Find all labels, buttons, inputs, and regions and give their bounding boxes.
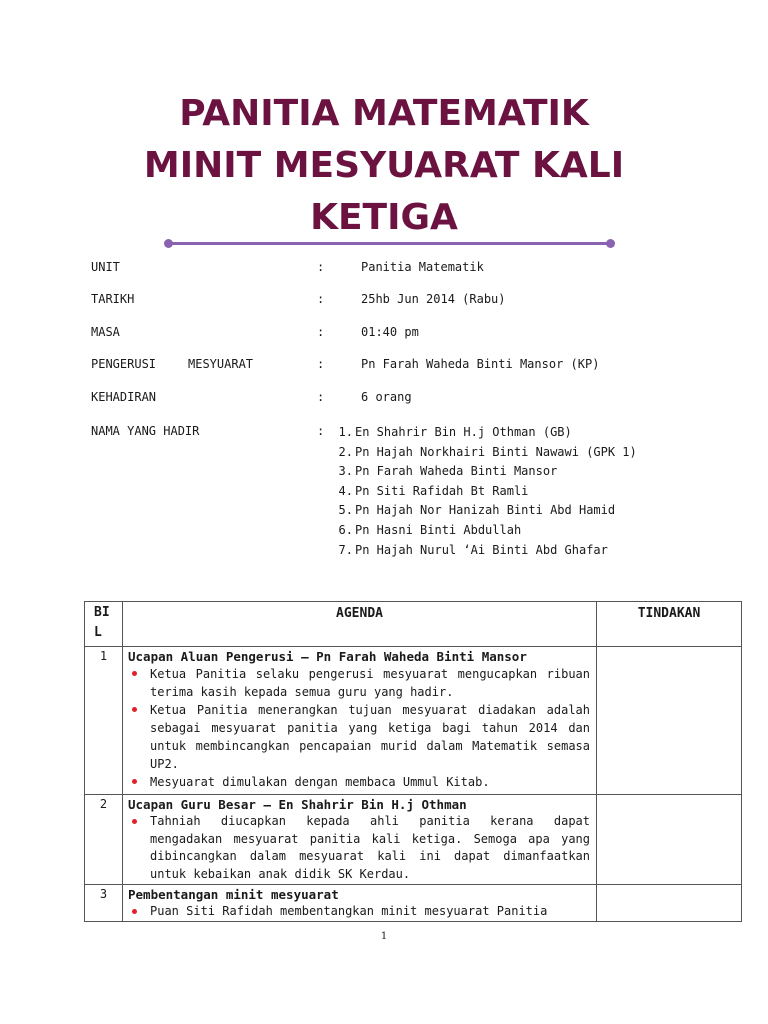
document-title xyxy=(0,88,768,244)
tarikh-colon: : xyxy=(317,292,325,306)
row-bil: 1 xyxy=(85,647,123,795)
divider-dot-right xyxy=(606,239,615,248)
list-item: Ketua Panitia selaku pengerusi mesyuarat mengucapkan ribuan terima kasih kepada semua guru yang hadir. xyxy=(128,665,590,701)
attendee-item: 6. Pn Hasni Binti Abdullah xyxy=(338,522,522,537)
list-item: Tahniah diucapkan kepada ahli panitia kerana dapat mengadakan mesyuarat panitia kali ketiga. Semoga apa yang dibincangkan dalam mesyuarat kali ini dapat dimanfaatkan untuk kebaikan anak didik SK Kerdau. xyxy=(128,813,590,883)
attendee-name: Pn Hajah Nor Hanizah Binti Abd Hamid xyxy=(355,503,616,518)
agenda-header-row xyxy=(85,602,742,647)
attendee-name: En Shahrir Bin H.j Othman (GB) xyxy=(355,425,572,439)
kehadiran-colon: : xyxy=(317,390,325,404)
row-agenda xyxy=(123,885,597,922)
row-title: Pembentangan minit mesyuarat xyxy=(128,887,339,902)
table-row xyxy=(85,885,742,922)
row-agenda xyxy=(123,795,597,885)
table-row xyxy=(85,647,742,795)
header-agenda: AGENDA xyxy=(123,602,597,647)
title-line-1: PANITIA MATEMATIK xyxy=(179,93,589,134)
table-row xyxy=(85,795,742,885)
row-tindakan xyxy=(597,885,742,922)
title-line-2: MINIT MESYUARAT KALI xyxy=(143,145,625,186)
unit-value: Panitia Matematik xyxy=(361,260,484,274)
attendee-name: Pn Farah Waheda Binti Mansor xyxy=(355,464,558,479)
attendee-name: Pn Siti Rafidah Bt Ramli xyxy=(355,483,529,498)
header-tindakan: TINDAKAN xyxy=(597,602,742,647)
row-agenda xyxy=(123,647,597,795)
kehadiran-label: KEHADIRAN xyxy=(91,390,157,404)
attendee-item: 3. Pn Farah Waheda Binti Mansor xyxy=(338,464,558,479)
unit-label: UNIT xyxy=(91,260,120,274)
pengerusi-colon: : xyxy=(317,357,325,371)
row-title: Ucapan Aluan Pengerusi — Pn Farah Waheda Binti Mansor xyxy=(128,649,527,664)
masa-colon: : xyxy=(317,325,325,339)
attendee-name: Pn Hasni Binti Abdullah xyxy=(355,522,522,537)
tarikh-label: TARIKH xyxy=(91,292,135,306)
tarikh-value: 25hb Jun 2014 (Rabu) xyxy=(361,292,506,306)
list-item: Ketua Panitia menerangkan tujuan mesyuarat diadakan adalah sebagai mesyuarat panitia yang ketiga bagi tahun 2014 dan untuk membincangkan pencapaian murid dalam Matematik semasa UP2. xyxy=(128,701,590,773)
pengerusi-value: Pn Farah Waheda Binti Mansor (KP) xyxy=(361,357,600,371)
list-item: Puan Siti Rafidah membentangkan minit mesyuarat Panitia xyxy=(128,903,590,920)
attendee-item: 5. Pn Hajah Nor Hanizah Binti Abd Hamid xyxy=(338,503,616,518)
row-bil: 2 xyxy=(85,795,123,885)
nama-hadir-label: NAMA YANG HADIR xyxy=(91,424,200,438)
nama-hadir-colon: : xyxy=(317,424,325,438)
attendee-item: 2. Pn Hajah Norkhairi Binti Nawawi (GPK 1) xyxy=(338,444,637,459)
row-bil: 3 xyxy=(85,885,123,922)
list-item: Mesyuarat dimulakan dengan membaca Ummul Kitab. xyxy=(128,773,590,791)
pengerusi-label: PENGERUSI xyxy=(91,357,157,371)
attendee-item: 1. En Shahrir Bin H.j Othman (GB) xyxy=(338,425,572,439)
row-title: Ucapan Guru Besar — En Shahrir Bin H.j Othman xyxy=(128,797,467,812)
title-line-3: KETIGA xyxy=(310,197,458,238)
divider-dot-left xyxy=(164,239,173,248)
row-tindakan xyxy=(597,647,742,795)
row-tindakan xyxy=(597,795,742,885)
attendee-name: Pn Hajah Norkhairi Binti Nawawi (GPK 1) xyxy=(355,444,637,459)
agenda-table xyxy=(84,601,742,922)
masa-value: 01:40 pm xyxy=(361,325,419,339)
attendee-item: 7. Pn Hajah Nurul ‘Ai Binti Abd Ghafar xyxy=(338,542,608,557)
kehadiran-value: 6 orang xyxy=(361,390,412,404)
header-bil: BI L xyxy=(85,602,123,647)
attendee-item: 4. Pn Siti Rafidah Bt Ramli xyxy=(338,483,529,498)
attendee-list xyxy=(331,423,637,560)
page-number: 1 xyxy=(380,931,388,942)
attendee-name: Pn Hajah Nurul ‘Ai Binti Abd Ghafar xyxy=(355,542,608,557)
title-divider xyxy=(168,242,611,245)
unit-colon: : xyxy=(317,260,325,274)
pengerusi-label-2: MESYUARAT xyxy=(188,357,254,371)
masa-label: MASA xyxy=(91,325,120,339)
